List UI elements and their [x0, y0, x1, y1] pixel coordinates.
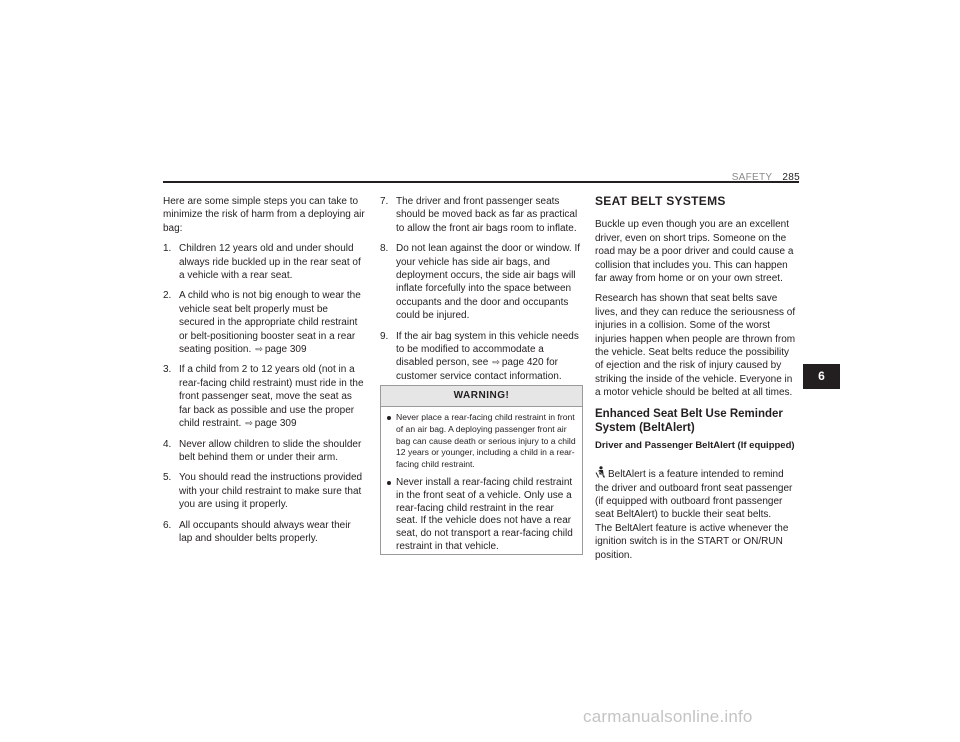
- steps-list-2: [380, 195, 582, 383]
- step-number: 3.: [163, 364, 172, 376]
- page-ref-arrow-icon: ⇨: [245, 418, 253, 429]
- steps-list-1: [163, 242, 365, 545]
- step-text: You should read the instructions provided with your child restraint to make sure that you are using it properly.: [179, 472, 363, 511]
- intro-paragraph: Here are some simple steps you can take to minimize the risk of harm from a deploying air bag:: [163, 196, 365, 234]
- step-number: 4.: [163, 438, 172, 450]
- step-text: The driver and front passenger seats should be moved back as far as practical to allow the front air bags room to inflate.: [396, 196, 578, 234]
- list-item: [380, 242, 582, 322]
- list-item: [163, 519, 365, 546]
- seat-belt-warning-icon: [595, 466, 606, 478]
- warning-title: WARNING!: [381, 386, 582, 407]
- list-item: [163, 289, 365, 356]
- list-item: [163, 471, 365, 511]
- warning-box: [380, 385, 583, 555]
- step-text: Do not lean against the door or window. If your vehicle has side air bags, and deployment occurs, the side air bags will inflate forcefully into the space between occupants and the door and occupants could be injured.: [396, 243, 581, 322]
- warning-body: [381, 407, 582, 554]
- chapter-tab[interactable]: 6: [803, 364, 840, 389]
- header-section: SAFETY: [731, 172, 773, 183]
- step-text: Children 12 years old and under should always ride buckled up in the rear seat of a vehicle with a rear seat.: [179, 243, 361, 282]
- page-ref-arrow-icon: ⇨: [255, 344, 263, 355]
- step-number: 2.: [163, 290, 172, 302]
- list-item: [380, 195, 582, 235]
- page-reference-link[interactable]: page 309: [264, 344, 307, 356]
- step-number: 5.: [163, 472, 172, 484]
- beltalert-text: BeltAlert is a feature intended to remind the driver and outboard front seat passenger (if equipped with outboard front passenger seat BeltAlert) to buckle their seat belts.: [595, 469, 793, 521]
- list-item: [163, 438, 365, 465]
- step-number: 9.: [380, 330, 389, 342]
- running-header: [640, 172, 800, 183]
- left-column: [163, 195, 365, 552]
- page-number: 285: [782, 172, 800, 183]
- watermark-text: carmanualsonline.info: [583, 707, 753, 726]
- warning-item: Never place a rear-facing child restraint in front of an air bag. A deploying passenger front air bag can cause death or serious injury to a child 12 years or younger, including a child in a rear-facing child restraint.: [387, 412, 576, 471]
- step-text: All occupants should always wear their lap and shoulder belts properly.: [179, 519, 351, 544]
- step-number: 7.: [380, 196, 389, 207]
- subsection-title: Enhanced Seat Belt Use Reminder System (BeltAlert): [595, 407, 783, 434]
- step-number: 1.: [163, 243, 172, 255]
- page-reference-link[interactable]: page 420: [501, 357, 544, 369]
- step-text: If a child from 2 to 12 years old (not in a rear-facing child restraint) must ride in the front passenger seat, move the seat as far back as possible and use the proper child restraint.: [179, 364, 364, 430]
- subsubsection-title: Driver and Passenger BeltAlert (If equipped): [595, 439, 795, 451]
- page-ref-arrow-icon: ⇨: [492, 357, 500, 368]
- beltalert-paragraph: [595, 466, 798, 562]
- right-column: [595, 195, 798, 562]
- page-reference-link[interactable]: page 309: [254, 418, 297, 430]
- body-paragraph: Research has shown that seat belts save lives, and they can reduce the seriousness of injuries in a collision. Some of the worst injuries happen when people are thrown from the vehicle. Seat belts reduce the possibility of ejection and the risk of injury caused by striking the inside of the vehicle. Everyone in a motor vehicle should be belted at all times.: [595, 293, 796, 399]
- step-number: 8.: [380, 243, 389, 255]
- beltalert-text: The BeltAlert feature is active whenever the ignition switch is in the START or ON/RUN position.: [595, 522, 789, 561]
- section-title: SEAT BELT SYSTEMS: [595, 194, 726, 208]
- list-item: [163, 363, 365, 430]
- list-item: [163, 242, 365, 282]
- list-item: [380, 330, 582, 384]
- body-paragraph: Buckle up even though you are an excellent driver, even on short trips. Someone on the road may be a poor driver and could cause a collision that includes you. This can happen far away from home or on your own street.: [595, 219, 794, 285]
- step-text: for customer service contact information.: [396, 357, 562, 382]
- middle-column: [380, 195, 582, 390]
- step-text: Never allow children to slide the shoulder belt behind them or under their arm.: [179, 438, 362, 463]
- warning-item: Never install a rear-facing child restraint in the front seat of a vehicle. Only use a rear-facing child restraint in the rear seat. If the vehicle does not have a rear seat, do not transport a rear-facing child restraint in that vehicle.: [387, 477, 576, 554]
- step-text: If the air bag system in this vehicle needs to be modified to accommodate a disabled person, see: [396, 330, 579, 369]
- step-text: A child who is not big enough to wear the vehicle seat belt properly must be secured in the appropriate child restraint or belt-positioning booster seat in a rear seating position.: [179, 290, 361, 356]
- step-number: 6.: [163, 519, 172, 531]
